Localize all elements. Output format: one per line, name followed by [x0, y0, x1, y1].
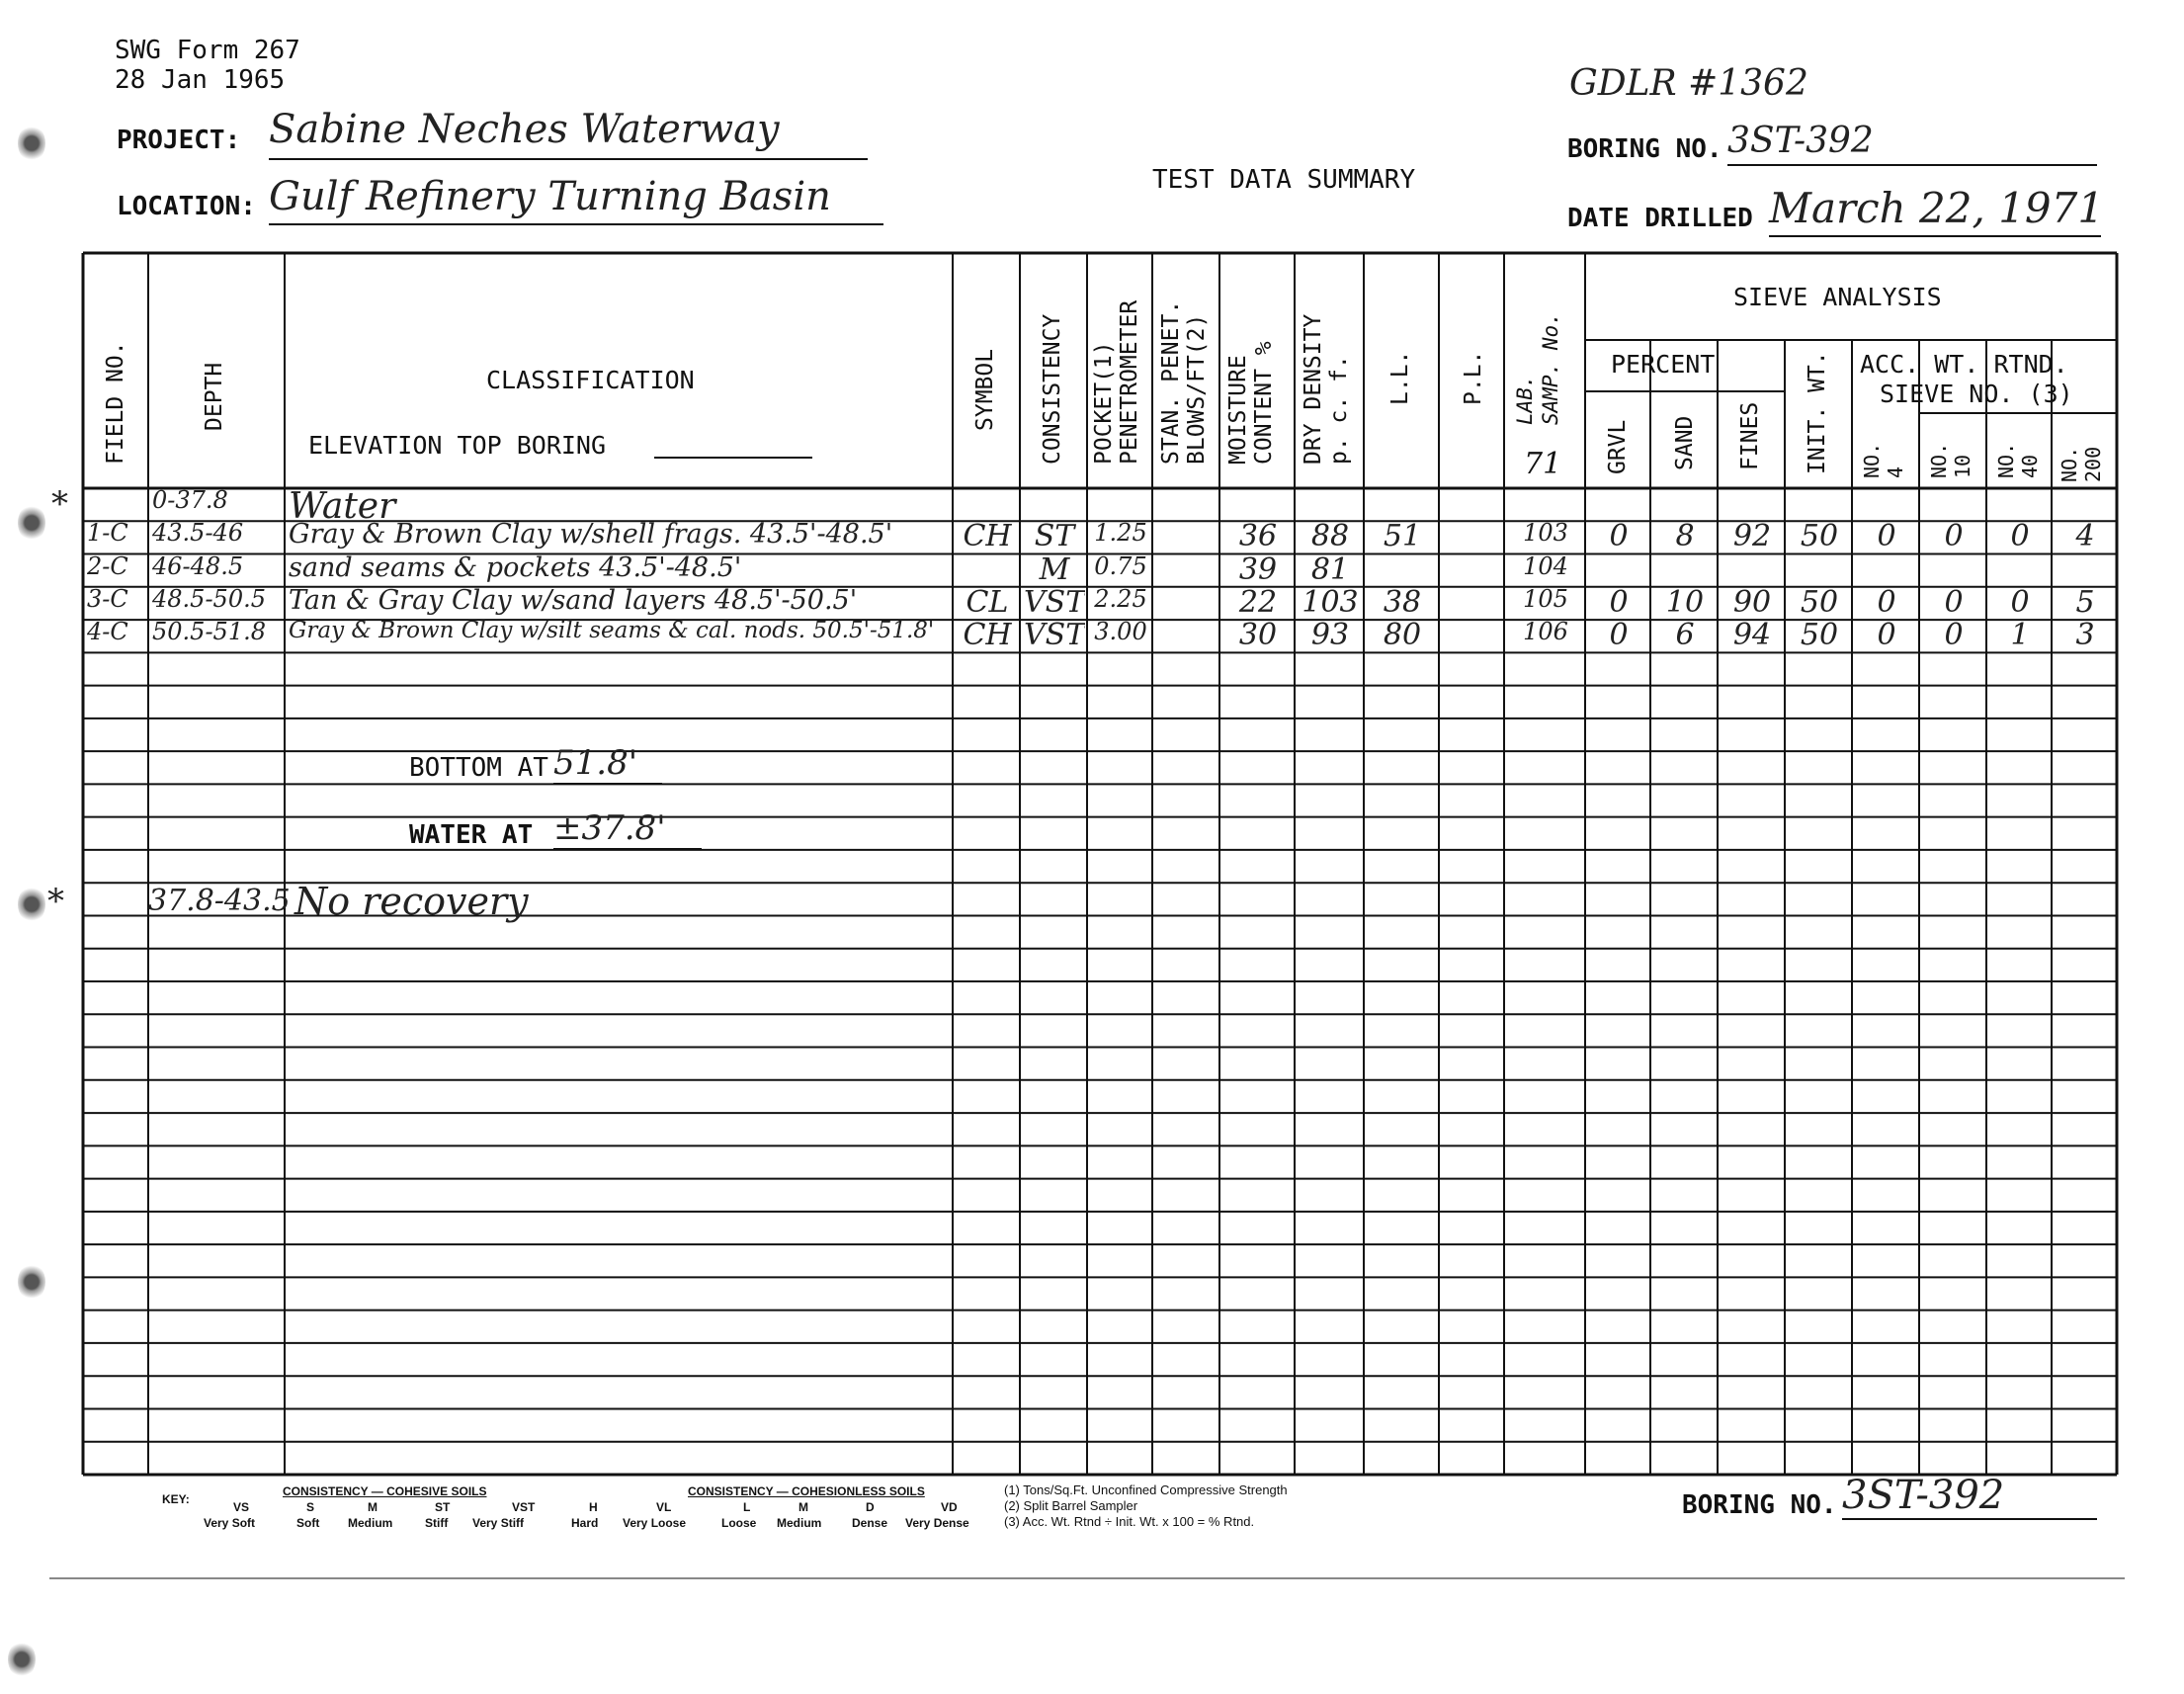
- project-label: PROJECT:: [117, 126, 241, 155]
- row-pocket: 1.25: [1094, 519, 1147, 548]
- date-drilled-value: March 22, 1971: [1769, 184, 2101, 237]
- water-label: WATER AT: [409, 820, 534, 850]
- row-classification: Gray & Brown Clay w/shell frags. 43.5'-48.5': [289, 519, 893, 551]
- header-lab-prefix: 71: [1524, 447, 1562, 481]
- row-fines: 94: [1732, 618, 1772, 653]
- row-no40: 0: [2010, 584, 2030, 620]
- row-no40: 1: [2010, 618, 2030, 653]
- key-cohesive-term: Medium: [348, 1516, 393, 1530]
- row-fines: 92: [1732, 519, 1772, 554]
- bottom-value: 51.8': [553, 743, 662, 785]
- form-number: SWG Form 267: [115, 36, 300, 65]
- key-cohesive-title: CONSISTENCY — COHESIVE SOILS: [283, 1484, 487, 1498]
- header-fines: FINES: [1737, 401, 1763, 470]
- key-cohesive-abbr: ST: [435, 1500, 451, 1514]
- header-grvl: GRVL: [1605, 419, 1631, 474]
- row-no4: 0: [1877, 519, 1896, 554]
- key-cohesionless-term: Dense: [852, 1516, 888, 1530]
- row-no10: 0: [1944, 618, 1964, 653]
- row-symbol: CH: [963, 618, 1012, 653]
- row-lab-samp: 105: [1523, 584, 1568, 613]
- row-dry-density: 93: [1310, 618, 1350, 653]
- row-no200: 3: [2075, 618, 2095, 653]
- key-cohesive-abbr: VS: [233, 1500, 250, 1514]
- header-symbol: SYMBOL: [972, 348, 998, 431]
- row-dry-density: 88: [1310, 519, 1350, 554]
- date-drilled-label: DATE DRILLED: [1567, 204, 1753, 233]
- row-star: *: [51, 484, 68, 524]
- key-cohesive-abbr: H: [589, 1500, 598, 1514]
- key-cohesionless-abbr: D: [866, 1500, 875, 1514]
- footer-boring-label: BORING NO.: [1682, 1490, 1837, 1520]
- bottom-label: BOTTOM AT: [409, 753, 548, 783]
- header-ll: L.L.: [1387, 350, 1413, 405]
- key-cohesionless-term: Very Dense: [905, 1516, 969, 1530]
- row-dry-density: 103: [1302, 584, 1359, 620]
- header-sieve-analysis: SIEVE ANALYSIS: [1733, 283, 1942, 311]
- header-acc-wt: ACC. WT. RTND.: [1860, 350, 2068, 379]
- row-ll: 80: [1383, 618, 1422, 653]
- header-no10: NO. 10: [1927, 442, 1974, 478]
- row-symbol: CH: [963, 519, 1012, 554]
- header-pocket-penetrometer: POCKET(1) PENETROMETER: [1091, 299, 1142, 465]
- row-grvl: 0: [1609, 618, 1629, 653]
- location-label: LOCATION:: [117, 192, 256, 221]
- row-field-no: 3-C: [87, 584, 128, 613]
- key-cohesionless-term: Medium: [777, 1516, 822, 1530]
- key-cohesive-term: Hard: [571, 1516, 599, 1530]
- key-cohesionless-term: Very Loose: [623, 1516, 687, 1530]
- header-depth: DEPTH: [202, 362, 227, 431]
- row-fines: 90: [1732, 584, 1772, 620]
- key-note: (2) Split Barrel Sampler: [1004, 1498, 1138, 1513]
- header-dry-density: DRY DENSITY p. c. f.: [1301, 313, 1352, 465]
- row-symbol: CL: [966, 584, 1009, 620]
- key-note: (1) Tons/Sq.Ft. Unconfined Compressive Strength: [1004, 1482, 1288, 1497]
- row-moisture: 36: [1238, 519, 1278, 554]
- key-cohesive-abbr: M: [368, 1500, 378, 1514]
- boring-label: BORING NO.: [1567, 134, 1722, 164]
- row-pocket: 3.00: [1094, 618, 1147, 646]
- header-sand: SAND: [1672, 415, 1698, 470]
- row-moisture: 39: [1238, 551, 1278, 587]
- row-pocket: 2.25: [1094, 584, 1147, 613]
- row-init-wt: 50: [1800, 618, 1839, 653]
- row-lab-samp: 104: [1523, 551, 1568, 580]
- footer-boring-value: 3ST-392: [1842, 1473, 2097, 1520]
- row-grvl: 0: [1609, 519, 1629, 554]
- boring-value: 3ST-392: [1727, 121, 2097, 166]
- key-cohesive-term: Soft: [296, 1516, 320, 1530]
- row-no10: 0: [1944, 584, 1964, 620]
- row-grvl: 0: [1609, 584, 1629, 620]
- row-depth: 50.5-51.8: [152, 618, 266, 646]
- header-elevation: ELEVATION TOP BORING: [308, 431, 607, 460]
- form-title: TEST DATA SUMMARY: [1152, 165, 1416, 195]
- key-cohesionless-abbr: VL: [656, 1500, 672, 1514]
- key-note: (3) Acc. Wt. Rtnd ÷ Init. Wt. x 100 = % Rtnd.: [1004, 1514, 1255, 1529]
- key-cohesionless-title: CONSISTENCY — COHESIONLESS SOILS: [688, 1484, 925, 1498]
- row-consistency: VST: [1024, 584, 1085, 620]
- row-init-wt: 50: [1800, 519, 1839, 554]
- row-no4: 0: [1877, 618, 1896, 653]
- row-depth: 43.5-46: [152, 519, 244, 548]
- water-value: ±37.8': [553, 808, 702, 850]
- row-depth: 46-48.5: [152, 551, 244, 580]
- header-moisture: MOISTURE CONTENT %: [1225, 341, 1277, 465]
- row-field-no: 2-C: [87, 551, 128, 580]
- no-recovery-star: *: [47, 882, 64, 921]
- row-sand: 10: [1665, 584, 1705, 620]
- row-no10: 0: [1944, 519, 1964, 554]
- row-pocket: 0.75: [1094, 551, 1147, 580]
- row-field-no: 1-C: [87, 519, 128, 548]
- key-cohesionless-term: Loose: [721, 1516, 757, 1530]
- no-recovery-depth: 37.8-43.5: [148, 884, 291, 918]
- key-cohesive-term: Stiff: [425, 1516, 449, 1530]
- key-cohesive-term: Very Stiff: [472, 1516, 525, 1530]
- header-lab-samp: LAB. SAMP. No.: [1513, 312, 1562, 425]
- header-sieve-no: SIEVE NO. (3): [1880, 380, 2073, 408]
- header-no4: NO. 4: [1860, 442, 1907, 478]
- header-classification: CLASSIFICATION: [486, 366, 695, 394]
- header-no40: NO. 40: [1994, 442, 2042, 478]
- row-sand: 6: [1675, 618, 1695, 653]
- project-value: Sabine Neches Waterway: [269, 107, 868, 160]
- row-no200: 5: [2075, 584, 2095, 620]
- row-consistency: ST: [1034, 519, 1075, 554]
- key-cohesionless-abbr: M: [798, 1500, 808, 1514]
- row-classification: Gray & Brown Clay w/silt seams & cal. nods. 50.5'-51.8': [289, 618, 935, 644]
- row-sand: 8: [1675, 519, 1695, 554]
- header-stan-penet: STAN. PENET. BLOWS/FT(2): [1158, 299, 1210, 465]
- row-classification: Water: [289, 486, 396, 527]
- no-recovery-text: No recovery: [294, 880, 529, 923]
- header-field-no: FIELD NO.: [103, 341, 128, 465]
- form-date: 28 Jan 1965: [115, 65, 286, 95]
- row-field-no: 4-C: [87, 618, 128, 646]
- row-lab-samp: 103: [1523, 519, 1568, 548]
- key-cohesive-term: Very Soft: [204, 1516, 256, 1530]
- key-cohesionless-abbr: VD: [941, 1500, 958, 1514]
- header-consistency: CONSISTENCY: [1040, 313, 1065, 465]
- row-moisture: 30: [1238, 618, 1278, 653]
- row-init-wt: 50: [1800, 584, 1839, 620]
- key-cohesive-abbr: S: [306, 1500, 315, 1514]
- row-depth: 0-37.8: [152, 486, 228, 514]
- row-consistency: VST: [1024, 618, 1085, 653]
- row-lab-samp: 106: [1523, 618, 1568, 646]
- row-consistency: M: [1039, 551, 1070, 587]
- row-depth: 48.5-50.5: [152, 584, 266, 613]
- row-dry-density: 81: [1310, 551, 1350, 587]
- row-no200: 4: [2075, 519, 2095, 554]
- row-classification: Tan & Gray Clay w/sand layers 48.5'-50.5': [289, 584, 858, 616]
- header-init-wt: INIT. WT.: [1805, 351, 1830, 474]
- location-value: Gulf Refinery Turning Basin: [269, 174, 883, 225]
- row-no4: 0: [1877, 584, 1896, 620]
- row-ll: 51: [1383, 519, 1422, 554]
- header-percent: PERCENT: [1611, 350, 1716, 379]
- row-no40: 0: [2010, 519, 2030, 554]
- key-label: KEY:: [162, 1492, 190, 1506]
- row-classification: sand seams & pockets 43.5'-48.5': [289, 551, 742, 583]
- key-cohesionless-abbr: L: [743, 1500, 751, 1514]
- header-no200: NO. 200: [2058, 446, 2105, 482]
- page-divider: [49, 1577, 2125, 1579]
- header-pl: P.L.: [1461, 350, 1486, 405]
- row-ll: 38: [1383, 584, 1422, 620]
- elevation-blank: [654, 457, 812, 459]
- row-moisture: 22: [1238, 584, 1278, 620]
- ref-number: GDLR #1362: [1569, 63, 1808, 104]
- key-cohesive-abbr: VST: [512, 1500, 536, 1514]
